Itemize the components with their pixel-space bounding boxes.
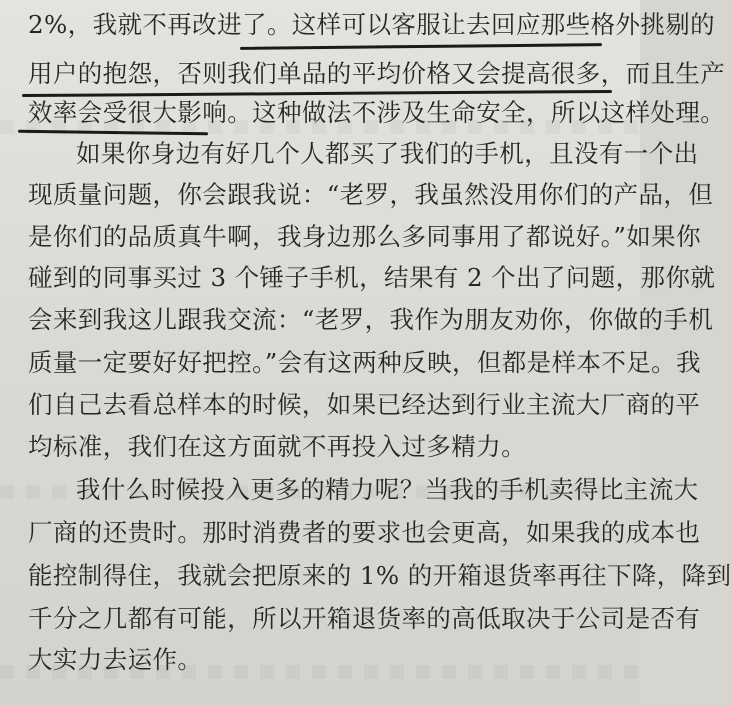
text-line: 2%，我就不再改进了。这样可以客服让去回应那些格外挑剔的: [28, 10, 716, 39]
text-line: 厂商的还贵时。那时消费者的要求也会更高，如果我的成本也: [28, 518, 701, 547]
text-line: 质量一定要好好把控。”会有这两种反映，但都是样本不足。我: [28, 348, 701, 377]
pen-underline: [22, 90, 612, 97]
text-line: 用户的抱怨，否则我们单品的平均价格又会提高很多，而且生产: [28, 59, 726, 88]
text-line: 碰到的同事买过 3 个锤子手机，结果有 2 个出了问题，那你就: [28, 263, 716, 292]
text-line: 能控制得住，我就会把原来的 1% 的开箱退货率再往下降，降到: [28, 561, 731, 590]
text-line: 们自己去看总样本的时候，如果已经达到行业主流大厂商的平: [28, 390, 701, 419]
text-line: 是你们的品质真牛啊，我身边那么多同事用了都说好。”如果你: [28, 222, 701, 251]
pen-underline: [240, 43, 602, 50]
text-line: 均标准，我们在这方面就不再投入过多精力。: [28, 432, 526, 461]
paragraph-first-line: 如果你身边有好几个人都买了我们的手机，且没有一个出: [76, 139, 699, 168]
text-line: 现质量问题，你会跟我说：“老罗，我虽然没用你们的产品，但: [28, 180, 714, 209]
text-line: 千分之几都有可能，所以开箱退货率的高低取决于公司是否有: [28, 604, 701, 633]
paragraph-first-line: 我什么时候投入更多的精力呢？当我的手机卖得比主流大: [76, 475, 699, 504]
text-line: 会来到我这儿跟我交流：“老罗，我作为朋友劝你，你做的手机: [28, 305, 714, 334]
text-line: 大实力去运作。: [28, 645, 203, 674]
text-line: 效率会受很大影响。这种做法不涉及生命安全，所以这样处理。: [28, 98, 726, 127]
